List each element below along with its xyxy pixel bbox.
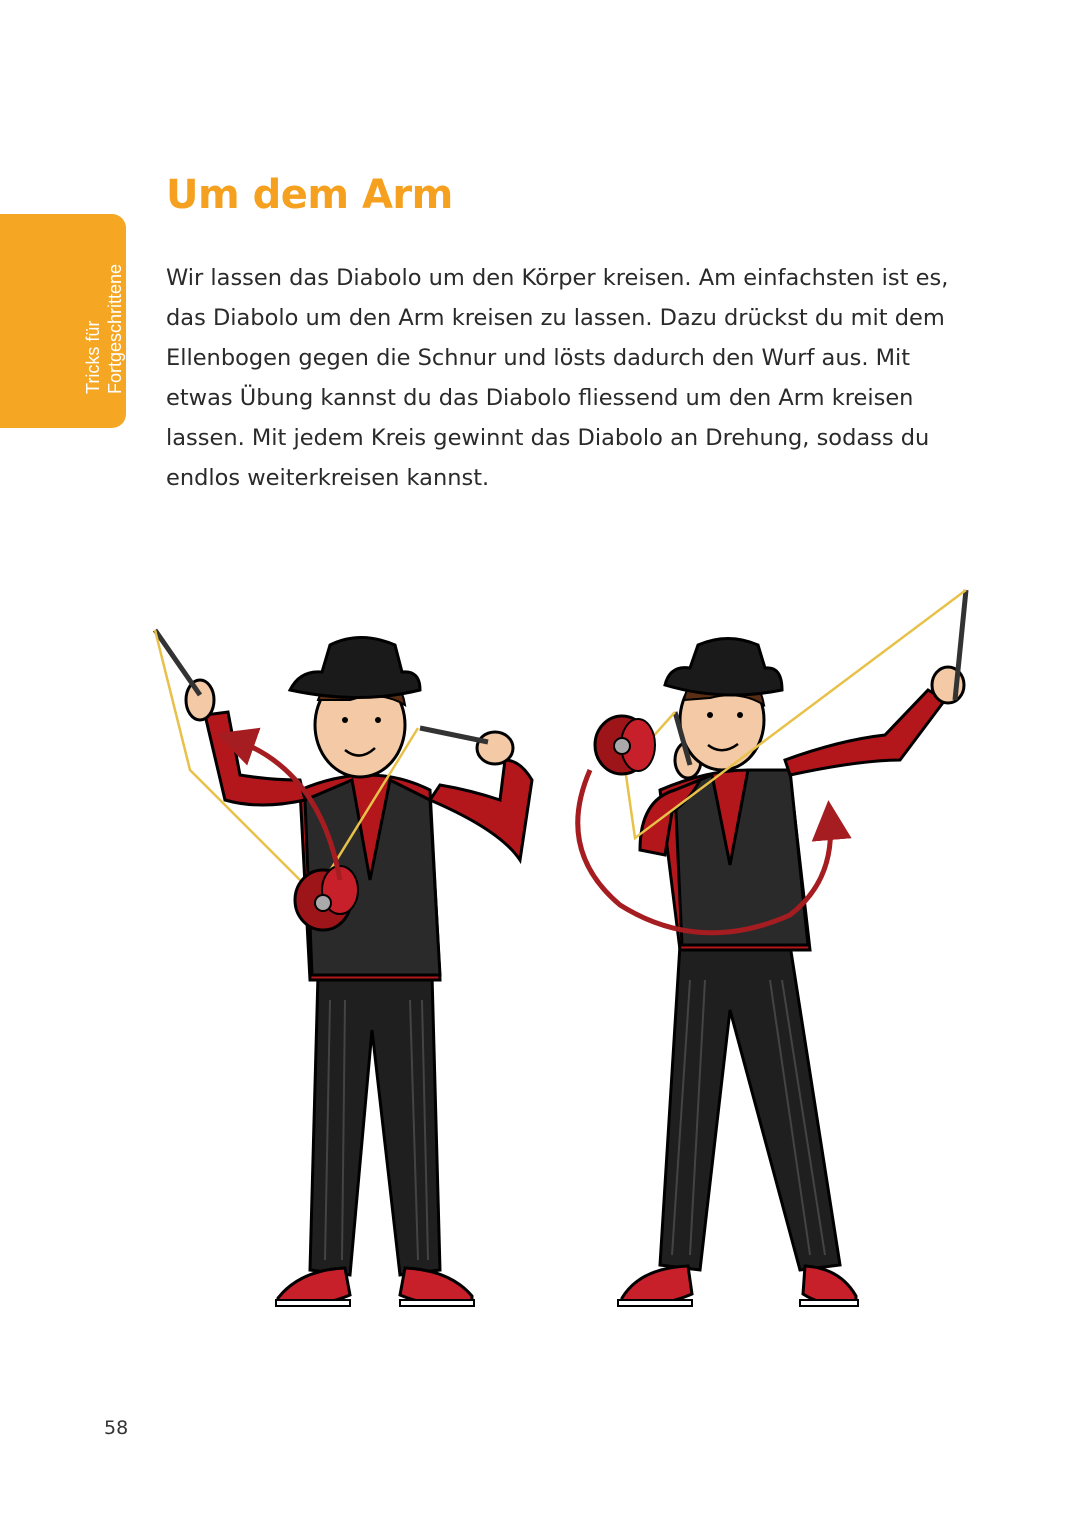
- chapter-tab-line-2: Fortgeschrittene: [105, 263, 125, 394]
- body-line: endlos weiterkreisen kannst.: [166, 465, 490, 491]
- body-line: Ellenbogen gegen die Schnur und lösts dadurch den Wurf aus. Mit: [166, 345, 911, 371]
- body-paragraph: [166, 258, 966, 498]
- page-title: Um dem Arm: [166, 172, 453, 218]
- juggler-illustration: [140, 580, 1000, 1320]
- body-line: etwas Übung kannst du das Diabolo fliessend um den Arm kreisen: [166, 385, 914, 411]
- juggler-figure-left: [155, 630, 532, 1306]
- body-line: Wir lassen das Diabolo um den Körper kreisen. Am einfachsten ist es,: [166, 265, 949, 291]
- page-number: 58: [104, 1417, 129, 1439]
- chapter-tab-line-1: Tricks für: [83, 320, 103, 394]
- chapter-tab-label: [82, 264, 126, 394]
- body-line: lassen. Mit jedem Kreis gewinnt das Diabolo an Drehung, sodass du: [166, 425, 930, 451]
- body-line: das Diabolo um den Arm kreisen zu lassen. Dazu drückst du mit dem: [166, 305, 945, 331]
- juggler-figure-right: [578, 590, 966, 1306]
- diabolo-right: [595, 716, 655, 774]
